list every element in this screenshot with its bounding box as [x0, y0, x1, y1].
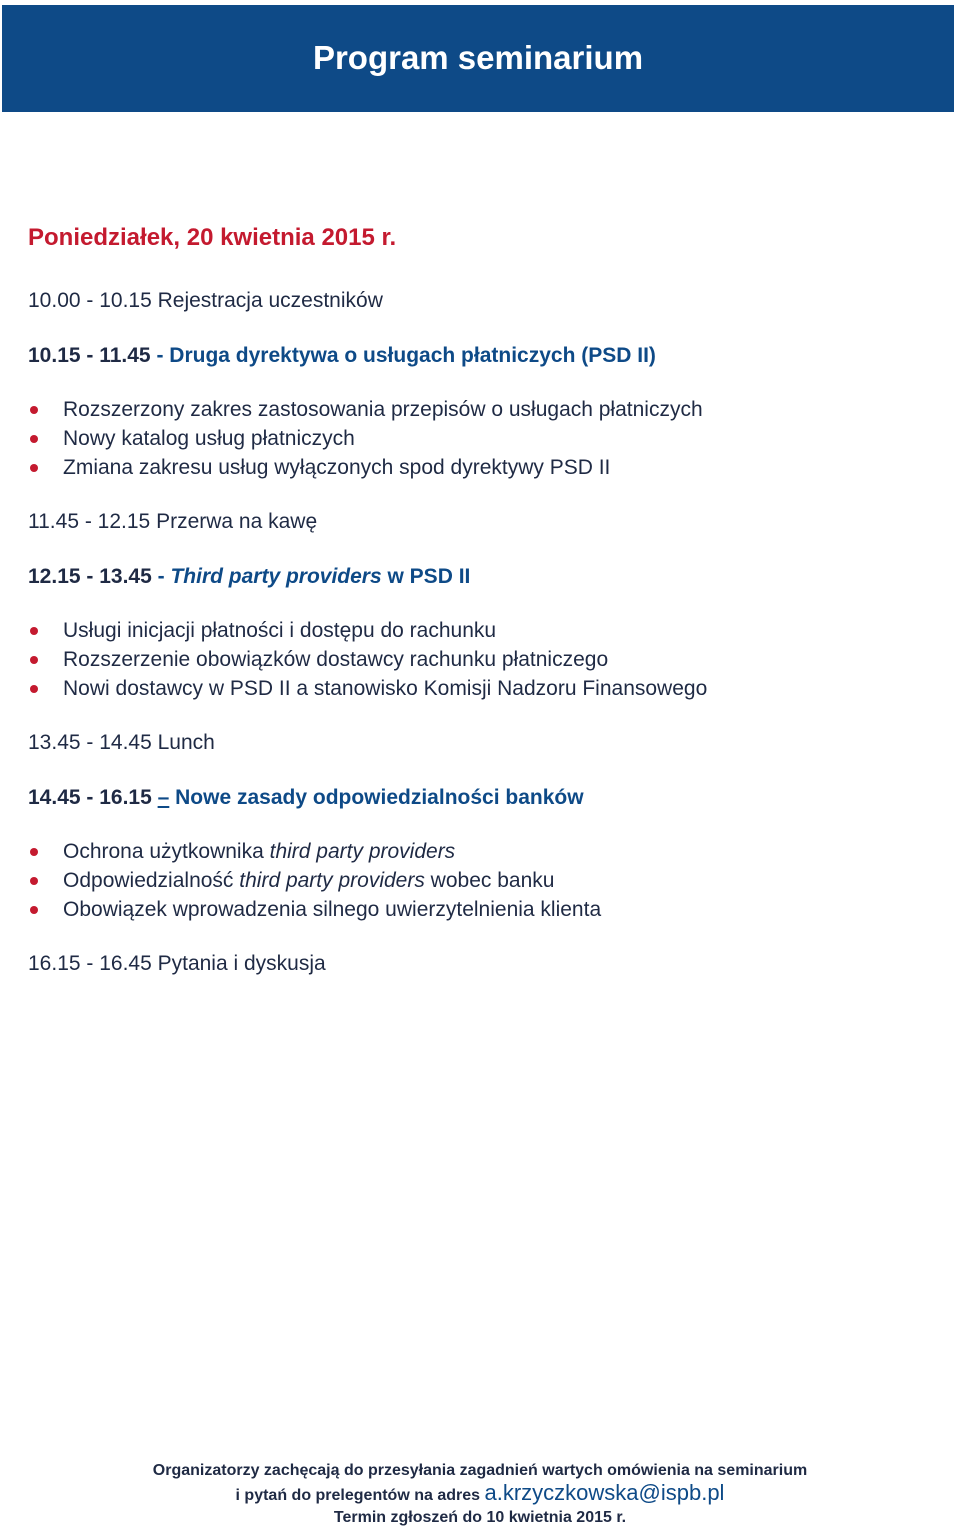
schedule-entry	[28, 563, 928, 591]
schedule-entry	[28, 508, 928, 536]
footer-line-3: Termin zgłoszeń do 10 kwietnia 2015 r.	[333, 1509, 627, 1526]
entry-title: Pytania i dyskusja	[157, 952, 326, 975]
topic-item: Odpowiedzialność third party providers wobec banku	[28, 866, 928, 895]
bullet-dot-icon	[30, 877, 38, 885]
schedule-entry	[28, 729, 928, 757]
entry-separator: -	[157, 565, 165, 588]
footer-line-2: i pytań do prelegentów na adres a.krzyczkowska@ispb.pl	[235, 1480, 725, 1505]
entry-title-italic: Third party providers	[170, 565, 382, 588]
entry-time: 11.45 - 12.15	[28, 510, 151, 533]
entry-title: Druga dyrektywa o usługach płatniczych (PSD II)	[169, 344, 656, 367]
bullet-dot-icon	[30, 906, 38, 914]
topic-item: Obowiązek wprowadzenia silnego uwierzytelnienia klienta	[28, 895, 928, 924]
schedule-entry	[28, 342, 928, 370]
entry-title: Rejestracja uczestników	[157, 289, 383, 312]
page-title: Program seminarium	[312, 39, 644, 76]
entry-title: Przerwa na kawę	[156, 510, 318, 533]
topic-item: Nowy katalog usług płatniczych	[28, 424, 928, 453]
bullet-dot-icon	[30, 656, 38, 664]
topic-item: Usługi inicjacji płatności i dostępu do rachunku	[28, 616, 928, 645]
entry-time: 13.45 - 14.45	[28, 731, 152, 754]
header-banner	[2, 5, 954, 112]
topic-list	[28, 616, 928, 703]
day-heading: Poniedziałek, 20 kwietnia 2015 r.	[28, 224, 397, 251]
bullet-dot-icon	[30, 406, 38, 414]
topic-item: Nowi dostawcy w PSD II a stanowisko Komisji Nadzoru Finansowego	[28, 674, 928, 703]
bullet-dot-icon	[30, 464, 38, 472]
bullet-dot-icon	[30, 435, 38, 443]
schedule-entry	[28, 287, 928, 315]
schedule-entry	[28, 950, 928, 978]
program-content	[28, 222, 928, 1005]
entry-time: 12.15 - 13.45	[28, 565, 152, 588]
entry-title: Lunch	[157, 731, 215, 754]
entry-time: 10.15 - 11.45	[28, 344, 151, 367]
entry-separator: -	[156, 344, 164, 367]
entry-title: Nowe zasady odpowiedzialności banków	[175, 786, 584, 809]
topic-item: Rozszerzenie obowiązków dostawcy rachunku płatniczego	[28, 645, 928, 674]
schedule-entry	[28, 784, 928, 812]
topic-item: Rozszerzony zakres zastosowania przepisów o usługach płatniczych	[28, 395, 928, 424]
entry-separator: –	[157, 786, 170, 809]
entry-time: 16.15 - 16.45	[28, 952, 152, 975]
footer-line-1: Organizatorzy zachęcają do przesyłania zagadnień wartych omówienia na seminarium	[152, 1462, 808, 1479]
topic-item: Zmiana zakresu usług wyłączonych spod dyrektywy PSD II	[28, 453, 928, 482]
bullet-dot-icon	[30, 685, 38, 693]
bullet-dot-icon	[30, 848, 38, 856]
topic-list	[28, 395, 928, 482]
footer-note	[0, 1460, 960, 1529]
topic-list	[28, 837, 928, 924]
bullet-dot-icon	[30, 627, 38, 635]
entry-title-rest: w PSD II	[381, 565, 471, 588]
topic-item: Ochrona użytkownika third party providers	[28, 837, 928, 866]
entry-time: 14.45 - 16.15	[28, 786, 152, 809]
entry-time: 10.00 - 10.15	[28, 289, 152, 312]
email-link[interactable]: a.krzyczkowska@ispb.pl	[484, 1480, 725, 1505]
